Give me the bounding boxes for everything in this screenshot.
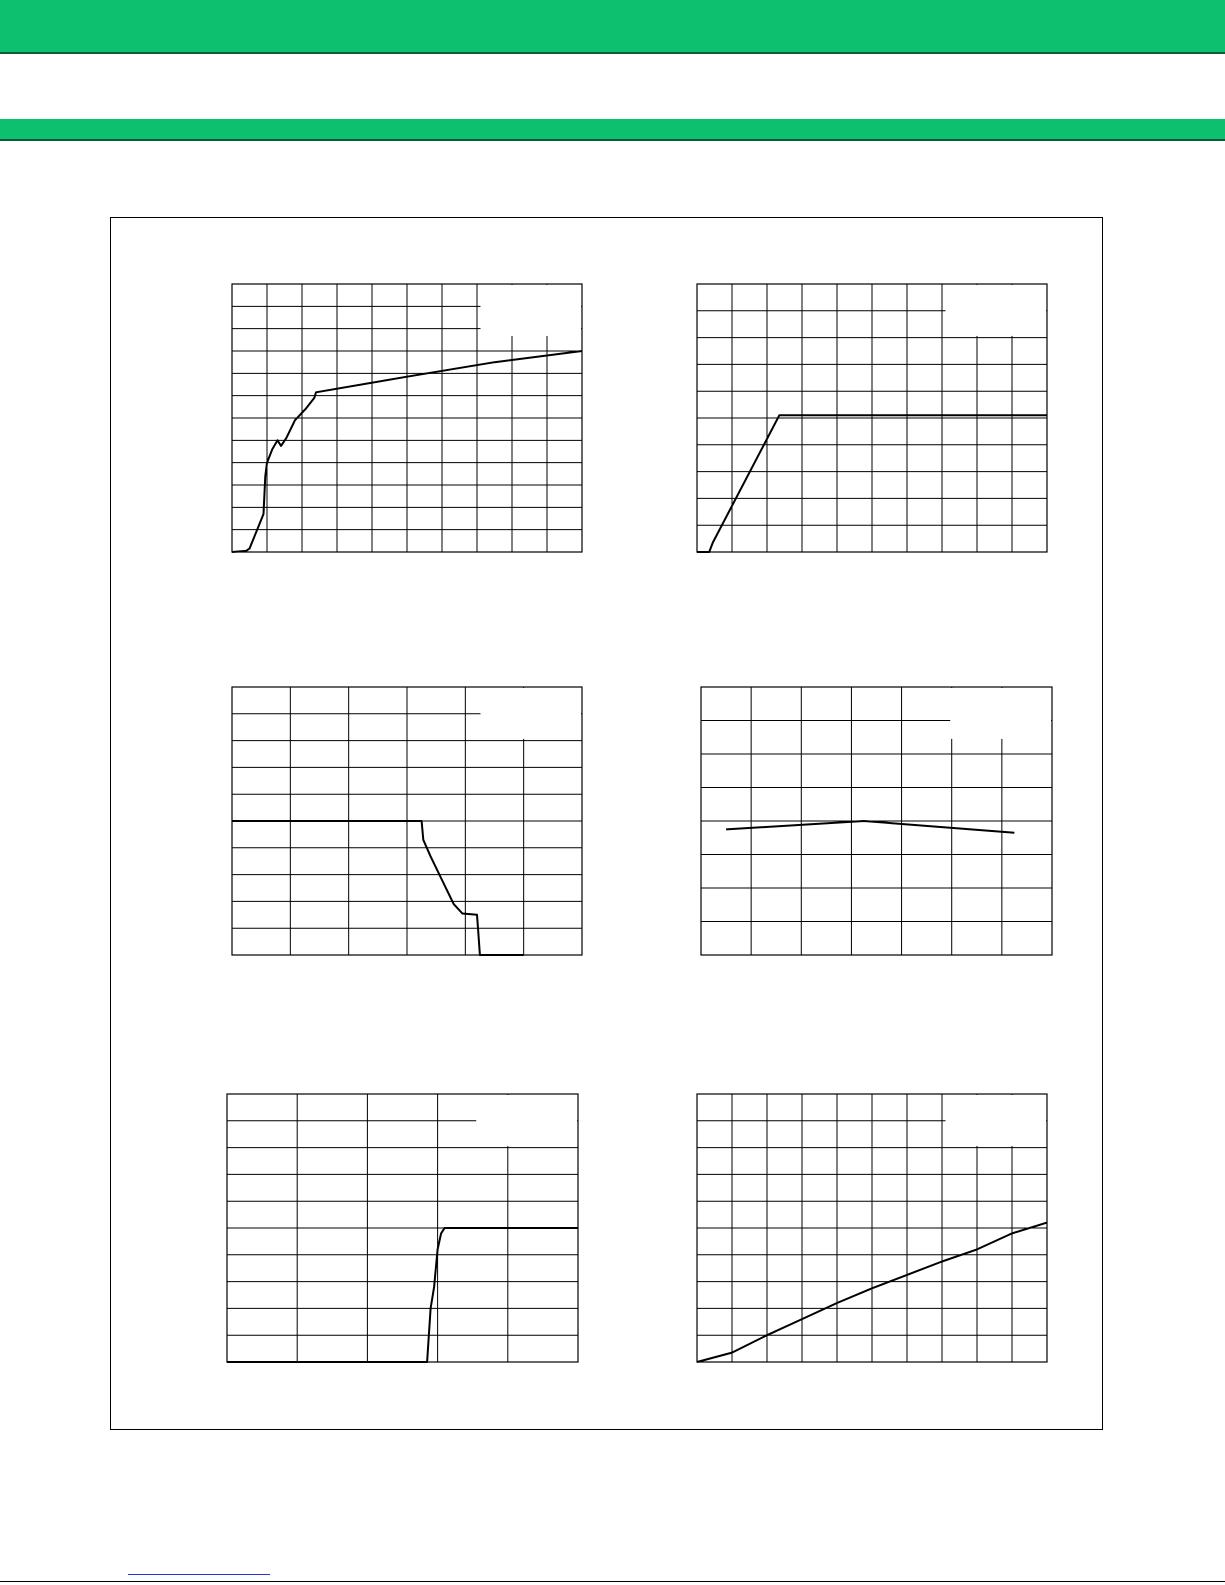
series-line-1 bbox=[726, 821, 1014, 833]
chart-3 bbox=[231, 686, 583, 956]
chart-6 bbox=[696, 1093, 1048, 1363]
chart-1 bbox=[231, 283, 583, 553]
title-band bbox=[0, 119, 1225, 141]
chart-4 bbox=[700, 686, 1053, 956]
legend-box bbox=[946, 285, 1047, 336]
chart-5 bbox=[226, 1093, 579, 1363]
footer-rule bbox=[0, 1581, 1225, 1582]
footer-link[interactable] bbox=[128, 1574, 270, 1575]
series-line-1 bbox=[232, 821, 524, 955]
series-line-1 bbox=[227, 1228, 578, 1362]
legend-box bbox=[946, 1095, 1047, 1146]
legend-box bbox=[476, 1095, 577, 1146]
legend-box bbox=[481, 688, 582, 739]
legend-box bbox=[950, 688, 1051, 739]
chart-2 bbox=[696, 283, 1048, 553]
legend-box bbox=[481, 285, 582, 336]
header-band bbox=[0, 0, 1225, 54]
